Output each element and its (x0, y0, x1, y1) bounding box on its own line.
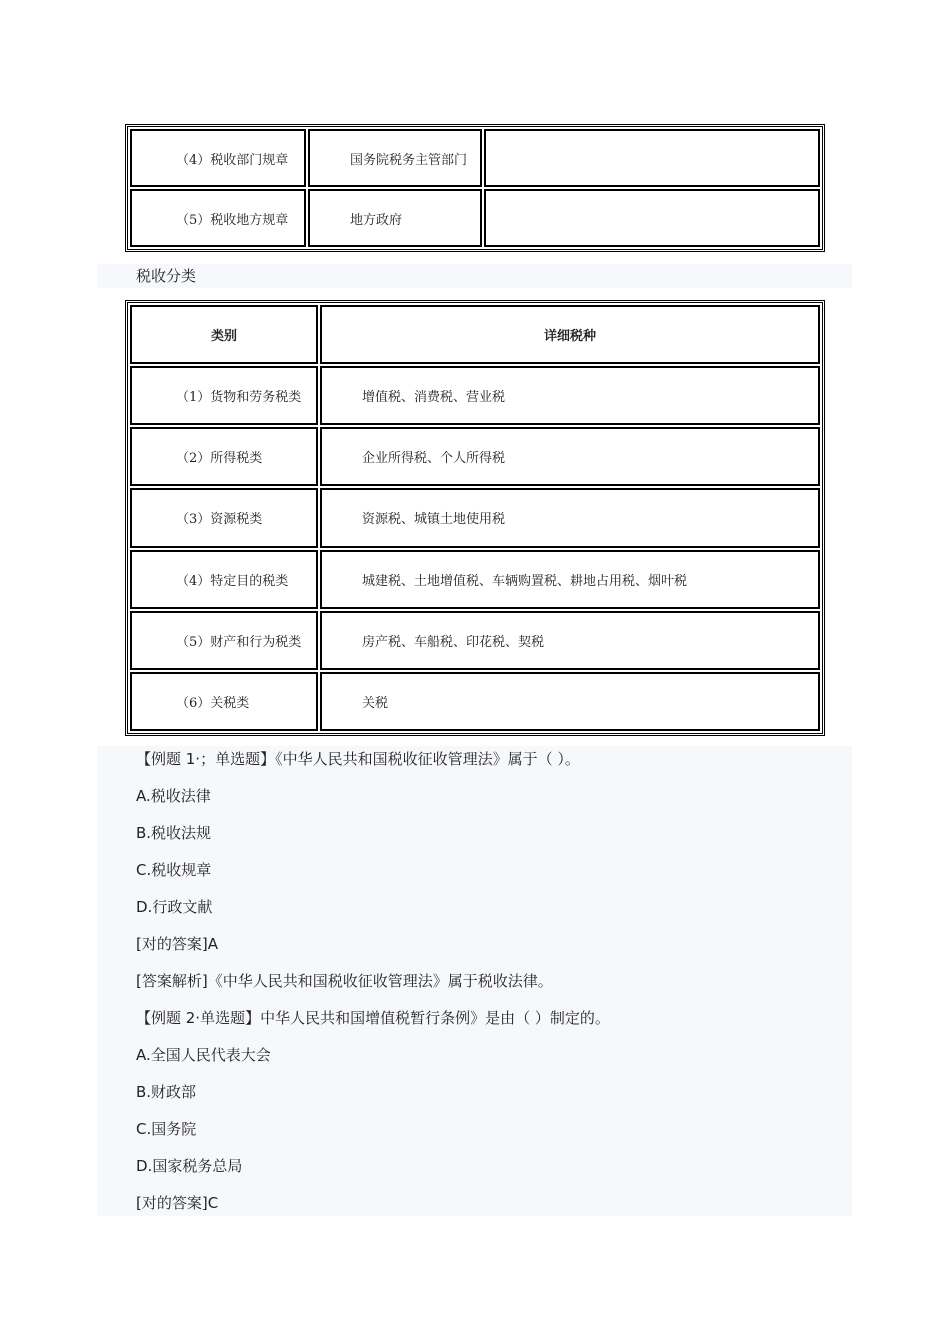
table-header-row (130, 305, 820, 364)
table-cell: （5）财产和行为税类 (130, 611, 318, 670)
table-cell: （3）资源税类 (130, 488, 318, 547)
table-cell: 地方政府 (308, 189, 482, 247)
table-row (130, 672, 820, 731)
section-band (97, 264, 852, 288)
table-row (130, 488, 820, 547)
table-row (130, 611, 820, 670)
table-cell: （1）货物和劳务税类 (130, 366, 318, 425)
table-cell: 关税 (320, 672, 820, 731)
table-cell: 国务院税务主管部门 (308, 129, 482, 187)
regulations-table (125, 124, 825, 252)
example2-option-b: B.财政部 (136, 1083, 197, 1101)
table-row (130, 550, 820, 609)
table-cell (484, 189, 820, 247)
table-row (130, 129, 820, 187)
table-cell: 资源税、城镇土地使用税 (320, 488, 820, 547)
column-header-category: 类别 (130, 305, 318, 364)
example2-option-a: A.全国人民代表大会 (136, 1046, 271, 1064)
table-row (130, 366, 820, 425)
example1-answer: [对的答案]A (136, 935, 218, 953)
example1-option-d: D.行政文献 (136, 898, 213, 916)
table-cell: （5）税收地方规章 (130, 189, 306, 247)
column-header-detail: 详细税种 (320, 305, 820, 364)
table-cell: 房产税、车船税、印花税、契税 (320, 611, 820, 670)
example1-option-b: B.税收法规 (136, 824, 212, 842)
table-cell: 城建税、土地增值税、车辆购置税、耕地占用税、烟叶税 (320, 550, 820, 609)
tax-category-table (125, 300, 825, 736)
table-row (130, 427, 820, 486)
example1-question: 【例题 1·；单选题】《中华人民共和国税收征收管理法》属于（ ）。 (136, 750, 580, 768)
table-cell (484, 129, 820, 187)
table-cell: （4）税收部门规章 (130, 129, 306, 187)
example2-answer: [对的答案]C (136, 1194, 219, 1212)
table-cell: （4）特定目的税类 (130, 550, 318, 609)
table-cell: 增值税、消费税、营业税 (320, 366, 820, 425)
table-cell: 企业所得税、个人所得税 (320, 427, 820, 486)
example1-option-a: A.税收法律 (136, 787, 211, 805)
table-cell: （6）关税类 (130, 672, 318, 731)
example2-option-d: D.国家税务总局 (136, 1157, 243, 1175)
example1-analysis: [答案解析]《中华人民共和国税收征收管理法》属于税收法律。 (136, 972, 553, 990)
example2-question: 【例题 2·单选题】中华人民共和国增值税暂行条例》是由（ ）制定的。 (136, 1009, 610, 1027)
example1-option-c: C.税收规章 (136, 861, 212, 879)
table-row (130, 189, 820, 247)
table-cell: （2）所得税类 (130, 427, 318, 486)
section-title: 税收分类 (136, 267, 197, 285)
example2-option-c: C.国务院 (136, 1120, 197, 1138)
